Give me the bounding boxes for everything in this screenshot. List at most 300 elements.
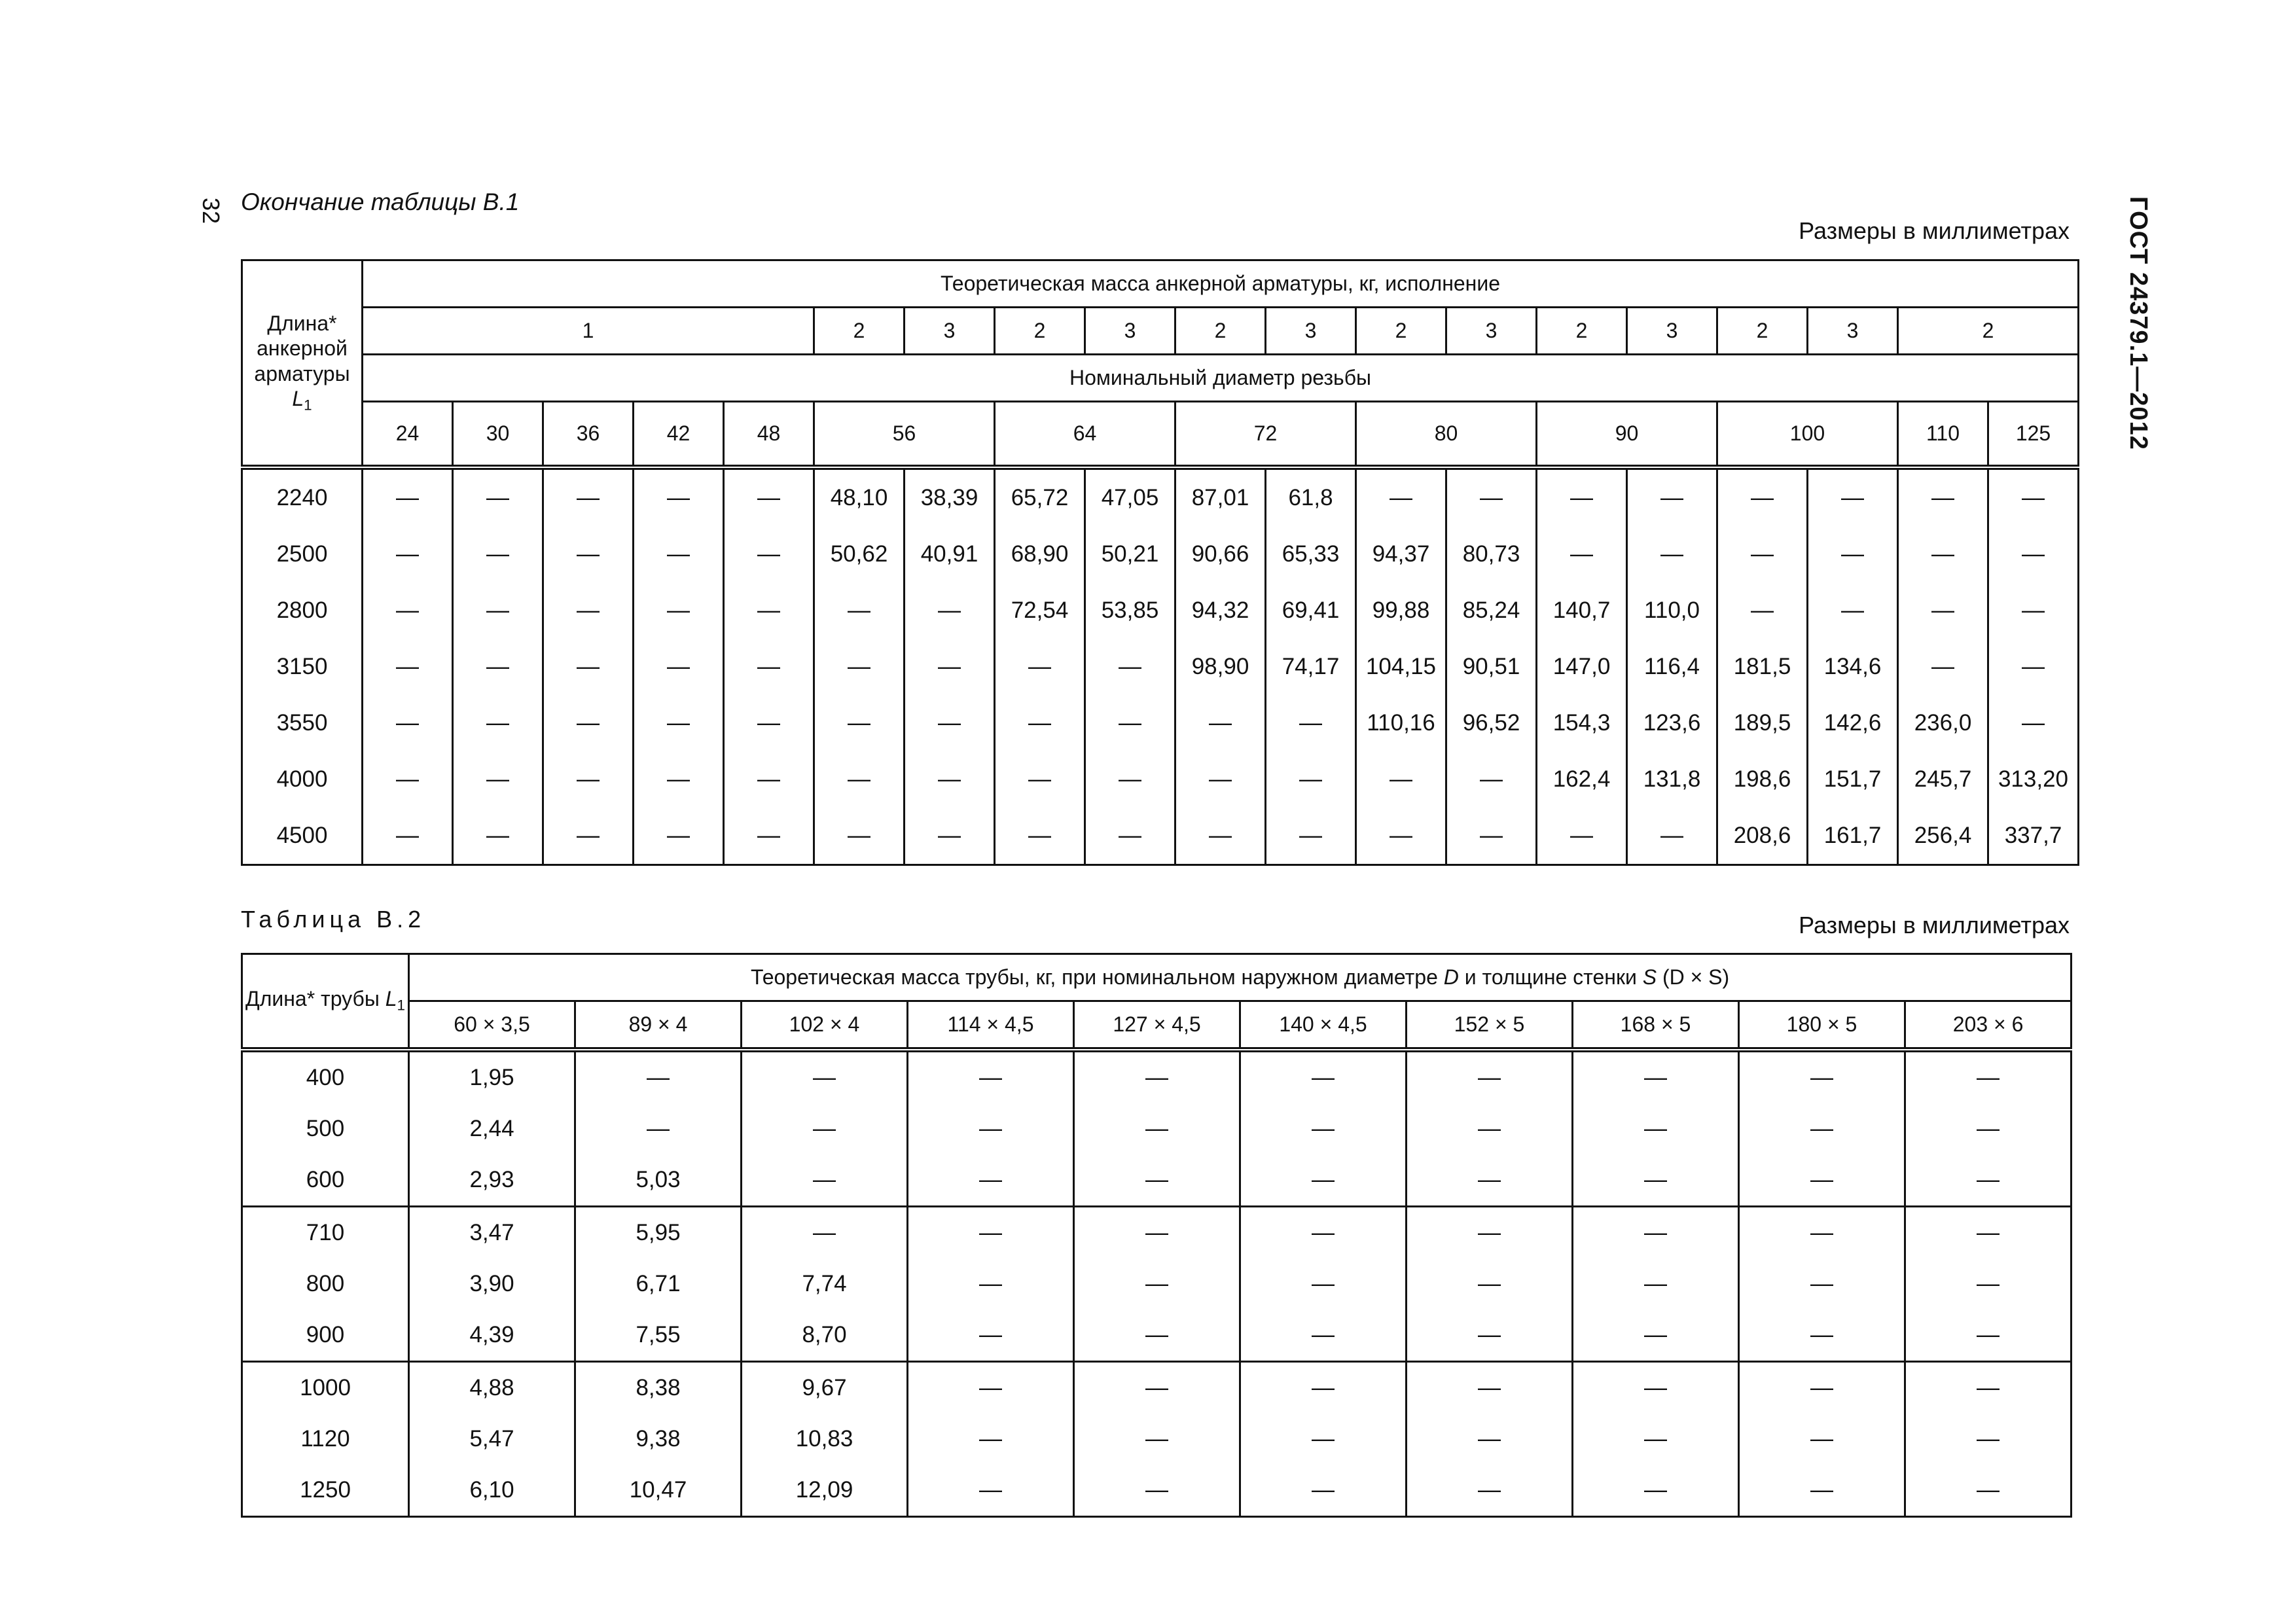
version-cell: 3 xyxy=(1085,308,1175,355)
mass-cell: — xyxy=(1407,1103,1573,1154)
size-cell: 203 × 6 xyxy=(1905,1001,2072,1050)
mass-cell: — xyxy=(908,1414,1074,1465)
table-row xyxy=(242,1310,2072,1362)
mass-cell: — xyxy=(453,695,543,751)
mass-cell: — xyxy=(1074,1050,1240,1103)
size-cell: 140 × 4,5 xyxy=(1240,1001,1407,1050)
length-cell: 500 xyxy=(242,1103,409,1154)
length-cell: 400 xyxy=(242,1050,409,1103)
page-number: 32 xyxy=(198,197,224,224)
mass-cell: 131,8 xyxy=(1627,751,1717,808)
mass-cell: 181,5 xyxy=(1717,639,1808,695)
mass-cell: — xyxy=(1739,1258,1905,1310)
size-cell: 89 × 4 xyxy=(575,1001,742,1050)
mass-cell: — xyxy=(814,639,905,695)
mass-cell: 8,38 xyxy=(575,1361,742,1414)
table-row xyxy=(242,639,2079,695)
table-row xyxy=(242,582,2079,639)
length-cell: 4500 xyxy=(242,808,363,865)
mass-cell: 9,67 xyxy=(742,1361,908,1414)
mass-cell: — xyxy=(1573,1154,1739,1207)
mass-cell: 337,7 xyxy=(1988,808,2079,865)
mass-cell: 99,88 xyxy=(1356,582,1446,639)
mass-cell: — xyxy=(1074,1206,1240,1258)
mass-cell: — xyxy=(363,808,453,865)
group-title xyxy=(409,954,2072,1001)
mass-cell: 40,91 xyxy=(905,526,995,582)
row-label-text: Длина* анкерной арматуры xyxy=(254,311,350,385)
size-cell: 127 × 4,5 xyxy=(1074,1001,1240,1050)
mass-cell: 65,33 xyxy=(1266,526,1356,582)
mass-cell: 134,6 xyxy=(1808,639,1898,695)
mass-cell: — xyxy=(908,1154,1074,1207)
mass-cell: 12,09 xyxy=(742,1465,908,1517)
table-row xyxy=(242,1154,2072,1207)
mass-cell: — xyxy=(634,808,724,865)
mass-cell: — xyxy=(363,695,453,751)
mass-cell: — xyxy=(1739,1050,1905,1103)
mass-cell: — xyxy=(1074,1258,1240,1310)
mass-cell: — xyxy=(1739,1414,1905,1465)
table-row xyxy=(242,751,2079,808)
mass-cell: 1,95 xyxy=(409,1050,575,1103)
mass-cell: 38,39 xyxy=(905,467,995,526)
mass-cell: 72,54 xyxy=(995,582,1085,639)
mass-cell: — xyxy=(905,639,995,695)
length-cell: 2800 xyxy=(242,582,363,639)
mass-cell: — xyxy=(724,751,814,808)
mass-cell: 154,3 xyxy=(1537,695,1627,751)
mass-cell: — xyxy=(1537,526,1627,582)
mass-cell: — xyxy=(1537,808,1627,865)
mass-cell: — xyxy=(814,751,905,808)
mass-cell: — xyxy=(908,1050,1074,1103)
mass-cell: 3,90 xyxy=(409,1258,575,1310)
mass-cell: — xyxy=(742,1206,908,1258)
mass-cell: — xyxy=(1407,1414,1573,1465)
mass-cell: — xyxy=(1407,1206,1573,1258)
mass-cell: — xyxy=(724,639,814,695)
mass-cell: 7,74 xyxy=(742,1258,908,1310)
mass-cell: 140,7 xyxy=(1537,582,1627,639)
mass-cell: 90,51 xyxy=(1446,639,1537,695)
mass-cell: 50,21 xyxy=(1085,526,1175,582)
mass-cell: — xyxy=(634,695,724,751)
mass-cell: — xyxy=(1407,1361,1573,1414)
mass-cell: — xyxy=(905,808,995,865)
mass-cell: 90,66 xyxy=(1175,526,1266,582)
mass-cell: 5,03 xyxy=(575,1154,742,1207)
mass-cell: — xyxy=(1739,1361,1905,1414)
mass-cell: — xyxy=(814,695,905,751)
mass-cell: — xyxy=(1573,1103,1739,1154)
table-row xyxy=(242,526,2079,582)
table-b2-body xyxy=(242,1050,2072,1517)
mass-cell: — xyxy=(1240,1258,1407,1310)
diameter-cell: 72 xyxy=(1175,402,1356,467)
mass-cell: 245,7 xyxy=(1898,751,1988,808)
mass-cell: 98,90 xyxy=(1175,639,1266,695)
diameter-cell: 42 xyxy=(634,402,724,467)
mass-cell: — xyxy=(1074,1154,1240,1207)
mass-cell: — xyxy=(908,1361,1074,1414)
mass-cell: — xyxy=(1717,467,1808,526)
version-cell: 2 xyxy=(1175,308,1266,355)
mass-cell: 7,55 xyxy=(575,1310,742,1362)
size-cell: 152 × 5 xyxy=(1407,1001,1573,1050)
mass-cell: — xyxy=(1573,1361,1739,1414)
diameter-cell: 110 xyxy=(1898,402,1988,467)
mass-cell: 2,44 xyxy=(409,1103,575,1154)
mass-cell: — xyxy=(1074,1310,1240,1362)
mass-cell: — xyxy=(742,1050,908,1103)
mass-cell: — xyxy=(1240,1206,1407,1258)
length-cell: 3150 xyxy=(242,639,363,695)
mass-cell: — xyxy=(1356,751,1446,808)
row-label-header xyxy=(242,260,363,467)
mass-cell: — xyxy=(1988,582,2079,639)
mass-cell: — xyxy=(1407,1154,1573,1207)
mass-cell: — xyxy=(453,526,543,582)
row-label-header xyxy=(242,954,409,1050)
mass-cell: — xyxy=(1898,639,1988,695)
mass-cell: — xyxy=(1266,751,1356,808)
table-row xyxy=(242,1050,2072,1103)
mass-cell: 116,4 xyxy=(1627,639,1717,695)
mass-cell: — xyxy=(1240,1310,1407,1362)
size-cell: 168 × 5 xyxy=(1573,1001,1739,1050)
version-cell: 2 xyxy=(814,308,905,355)
mass-cell: 47,05 xyxy=(1085,467,1175,526)
mass-cell: — xyxy=(1573,1050,1739,1103)
mass-cell: — xyxy=(1407,1310,1573,1362)
mass-cell: 48,10 xyxy=(814,467,905,526)
mass-cell: — xyxy=(1240,1414,1407,1465)
table-b2-caption: Таблица В.2 xyxy=(241,906,426,933)
mass-cell: — xyxy=(1085,808,1175,865)
table-row xyxy=(242,1258,2072,1310)
diameter-cell: 24 xyxy=(363,402,453,467)
diameter-cell: 48 xyxy=(724,402,814,467)
mass-cell: — xyxy=(1074,1465,1240,1517)
mass-cell: — xyxy=(1988,695,2079,751)
mass-cell: — xyxy=(995,808,1085,865)
mass-cell: — xyxy=(634,582,724,639)
length-cell: 1250 xyxy=(242,1465,409,1517)
mass-cell: 161,7 xyxy=(1808,808,1898,865)
version-cell: 3 xyxy=(1446,308,1537,355)
mass-cell: — xyxy=(1573,1465,1739,1517)
group-title-paren: (D × S) xyxy=(1662,965,1730,990)
mass-cell: — xyxy=(1085,639,1175,695)
length-cell: 3550 xyxy=(242,695,363,751)
mass-cell: — xyxy=(1074,1103,1240,1154)
mass-cell: — xyxy=(1627,808,1717,865)
version-row xyxy=(242,308,2079,355)
mass-cell: 147,0 xyxy=(1537,639,1627,695)
diameter-cell: 125 xyxy=(1988,402,2079,467)
mass-cell: — xyxy=(1573,1206,1739,1258)
mass-cell: — xyxy=(363,639,453,695)
mass-cell: — xyxy=(1739,1465,1905,1517)
mass-cell: 162,4 xyxy=(1537,751,1627,808)
mass-cell: 4,88 xyxy=(409,1361,575,1414)
mass-cell: — xyxy=(543,751,634,808)
diameter-row xyxy=(242,402,2079,467)
mass-cell: 65,72 xyxy=(995,467,1085,526)
row-label-symbol: L xyxy=(385,987,397,1011)
mass-cell: 69,41 xyxy=(1266,582,1356,639)
mass-cell: — xyxy=(1898,526,1988,582)
version-cell: 2 xyxy=(995,308,1085,355)
mass-cell: 110,16 xyxy=(1356,695,1446,751)
mass-cell: 256,4 xyxy=(1898,808,1988,865)
mass-cell: — xyxy=(724,695,814,751)
mass-cell: 5,47 xyxy=(409,1414,575,1465)
diameter-cell: 80 xyxy=(1356,402,1537,467)
mass-cell: — xyxy=(1446,467,1537,526)
mass-cell: — xyxy=(1356,808,1446,865)
mass-cell: — xyxy=(543,639,634,695)
mass-cell: — xyxy=(1898,467,1988,526)
mass-cell: — xyxy=(1717,582,1808,639)
mass-cell: — xyxy=(814,808,905,865)
mass-cell: 6,10 xyxy=(409,1465,575,1517)
version-cell: 2 xyxy=(1537,308,1627,355)
mass-cell: — xyxy=(1808,526,1898,582)
mass-cell: — xyxy=(634,639,724,695)
mass-cell: — xyxy=(905,582,995,639)
mass-cell: — xyxy=(724,467,814,526)
mass-cell: — xyxy=(363,526,453,582)
mass-cell: — xyxy=(1266,695,1356,751)
size-cell: 114 × 4,5 xyxy=(908,1001,1074,1050)
version-cell: 1 xyxy=(363,308,814,355)
mass-cell: — xyxy=(1905,1258,2072,1310)
mass-cell: — xyxy=(453,808,543,865)
table-b2 xyxy=(241,953,2072,1518)
mass-cell: — xyxy=(908,1206,1074,1258)
mass-cell: — xyxy=(1905,1154,2072,1207)
mass-cell: 94,32 xyxy=(1175,582,1266,639)
mass-cell: — xyxy=(575,1103,742,1154)
length-cell: 800 xyxy=(242,1258,409,1310)
mass-cell: — xyxy=(995,751,1085,808)
mass-cell: — xyxy=(908,1310,1074,1362)
mass-cell: — xyxy=(905,751,995,808)
mass-cell: 142,6 xyxy=(1808,695,1898,751)
mass-cell: — xyxy=(905,695,995,751)
mass-cell: — xyxy=(1905,1103,2072,1154)
mass-cell: — xyxy=(1266,808,1356,865)
mass-cell: — xyxy=(1175,751,1266,808)
mass-cell: — xyxy=(1905,1361,2072,1414)
version-cell: 3 xyxy=(1627,308,1717,355)
table-b2-units-note: Размеры в миллиметрах xyxy=(1799,912,2070,938)
row-label-symbol-sub: 1 xyxy=(397,997,405,1014)
mass-cell: — xyxy=(634,751,724,808)
mass-cell: — xyxy=(1739,1154,1905,1207)
length-cell: 4000 xyxy=(242,751,363,808)
row-label-text: Длина* трубы xyxy=(245,987,380,1011)
mass-cell: — xyxy=(1240,1465,1407,1517)
mass-cell: 68,90 xyxy=(995,526,1085,582)
version-cell: 2 xyxy=(1898,308,2079,355)
size-cell: 102 × 4 xyxy=(742,1001,908,1050)
mass-cell: — xyxy=(1988,639,2079,695)
mass-cell: — xyxy=(1905,1465,2072,1517)
mass-cell: 94,37 xyxy=(1356,526,1446,582)
mass-cell: 8,70 xyxy=(742,1310,908,1362)
version-cell: 3 xyxy=(905,308,995,355)
mass-cell: — xyxy=(995,695,1085,751)
mass-cell: 61,8 xyxy=(1266,467,1356,526)
mass-cell: — xyxy=(1739,1206,1905,1258)
diameter-cell: 30 xyxy=(453,402,543,467)
mass-cell: — xyxy=(908,1258,1074,1310)
diameter-cell: 36 xyxy=(543,402,634,467)
length-cell: 600 xyxy=(242,1154,409,1207)
table-row xyxy=(242,467,2079,526)
mass-cell: 53,85 xyxy=(1085,582,1175,639)
diameter-cell: 64 xyxy=(995,402,1175,467)
mass-cell: — xyxy=(1407,1465,1573,1517)
mass-cell: — xyxy=(724,582,814,639)
mass-cell: — xyxy=(1446,751,1537,808)
mass-cell: 80,73 xyxy=(1446,526,1537,582)
mass-cell: 87,01 xyxy=(1175,467,1266,526)
mass-cell: — xyxy=(1739,1310,1905,1362)
mass-cell: 313,20 xyxy=(1988,751,2079,808)
mass-cell: — xyxy=(453,467,543,526)
diameter-cell: 100 xyxy=(1717,402,1898,467)
version-cell: 2 xyxy=(1356,308,1446,355)
table-row xyxy=(242,1414,2072,1465)
mass-cell: — xyxy=(1573,1310,1739,1362)
version-cell: 2 xyxy=(1717,308,1808,355)
mass-cell: — xyxy=(1074,1414,1240,1465)
group-title-part1: Теоретическая масса трубы, кг, при номинальном наружном диаметре xyxy=(750,965,1438,990)
version-cell: 3 xyxy=(1808,308,1898,355)
mass-cell: — xyxy=(453,751,543,808)
mass-cell: — xyxy=(363,582,453,639)
standard-code: ГОСТ 24379.1—2012 xyxy=(2125,196,2152,450)
mass-cell: — xyxy=(1988,467,2079,526)
mass-cell: — xyxy=(1240,1103,1407,1154)
mass-cell: — xyxy=(1407,1258,1573,1310)
mass-cell: — xyxy=(1808,467,1898,526)
row-label-symbol: L xyxy=(292,387,304,411)
mass-cell: — xyxy=(1175,695,1266,751)
table-row xyxy=(242,1206,2072,1258)
mass-cell: — xyxy=(1627,467,1717,526)
table-row xyxy=(242,1465,2072,1517)
mass-cell: — xyxy=(453,582,543,639)
mass-cell: — xyxy=(724,526,814,582)
mass-cell: — xyxy=(1573,1414,1739,1465)
mass-cell: 123,6 xyxy=(1627,695,1717,751)
mass-cell: — xyxy=(1988,526,2079,582)
size-cell: 60 × 3,5 xyxy=(409,1001,575,1050)
table-b1-units-note: Размеры в миллиметрах xyxy=(1799,217,2070,244)
mass-cell: 198,6 xyxy=(1717,751,1808,808)
mass-cell: — xyxy=(1573,1258,1739,1310)
mass-cell: — xyxy=(908,1465,1074,1517)
group-title-s: S xyxy=(1642,965,1657,990)
table-row xyxy=(242,808,2079,865)
group-title: Теоретическая масса анкерной арматуры, кг, исполнение xyxy=(363,260,2079,308)
mass-cell: — xyxy=(724,808,814,865)
mass-cell: — xyxy=(1407,1050,1573,1103)
group-title-d: D xyxy=(1443,965,1459,990)
mass-cell: 236,0 xyxy=(1898,695,1988,751)
mass-cell: 5,95 xyxy=(575,1206,742,1258)
mass-cell: — xyxy=(363,467,453,526)
mass-cell: 104,15 xyxy=(1356,639,1446,695)
table-b1 xyxy=(241,259,2079,866)
length-cell: 900 xyxy=(242,1310,409,1362)
mass-cell: 110,0 xyxy=(1627,582,1717,639)
mass-cell: 10,83 xyxy=(742,1414,908,1465)
mass-cell: — xyxy=(543,808,634,865)
length-cell: 1000 xyxy=(242,1361,409,1414)
row-label-symbol-sub: 1 xyxy=(304,397,312,414)
table-b1-caption: Окончание таблицы В.1 xyxy=(241,188,520,215)
mass-cell: — xyxy=(742,1154,908,1207)
diameter-cell: 90 xyxy=(1537,402,1717,467)
mass-cell: — xyxy=(543,695,634,751)
mass-cell: — xyxy=(1739,1103,1905,1154)
mass-cell: 85,24 xyxy=(1446,582,1537,639)
mass-cell: 189,5 xyxy=(1717,695,1808,751)
diameter-title: Номинальный диаметр резьбы xyxy=(363,355,2079,402)
table-b1-body xyxy=(242,467,2079,865)
mass-cell: — xyxy=(995,639,1085,695)
mass-cell: — xyxy=(634,526,724,582)
mass-cell: — xyxy=(1085,695,1175,751)
mass-cell: — xyxy=(1905,1414,2072,1465)
mass-cell: 3,47 xyxy=(409,1206,575,1258)
mass-cell: — xyxy=(363,751,453,808)
length-cell: 2500 xyxy=(242,526,363,582)
mass-cell: 151,7 xyxy=(1808,751,1898,808)
mass-cell: — xyxy=(1808,582,1898,639)
mass-cell: 2,93 xyxy=(409,1154,575,1207)
mass-cell: — xyxy=(1446,808,1537,865)
mass-cell: — xyxy=(1240,1361,1407,1414)
size-cell: 180 × 5 xyxy=(1739,1001,1905,1050)
mass-cell: — xyxy=(1240,1050,1407,1103)
mass-cell: — xyxy=(1175,808,1266,865)
mass-cell: — xyxy=(814,582,905,639)
mass-cell: 96,52 xyxy=(1446,695,1537,751)
mass-cell: 4,39 xyxy=(409,1310,575,1362)
diameter-cell: 56 xyxy=(814,402,995,467)
mass-cell: — xyxy=(1905,1310,2072,1362)
mass-cell: — xyxy=(1905,1206,2072,1258)
mass-cell: — xyxy=(742,1103,908,1154)
mass-cell: — xyxy=(1085,751,1175,808)
mass-cell: — xyxy=(1537,467,1627,526)
mass-cell: — xyxy=(634,467,724,526)
mass-cell: 208,6 xyxy=(1717,808,1808,865)
length-cell: 2240 xyxy=(242,467,363,526)
length-cell: 1120 xyxy=(242,1414,409,1465)
mass-cell: — xyxy=(1717,526,1808,582)
mass-cell: — xyxy=(575,1050,742,1103)
mass-cell: 50,62 xyxy=(814,526,905,582)
mass-cell: — xyxy=(1905,1050,2072,1103)
